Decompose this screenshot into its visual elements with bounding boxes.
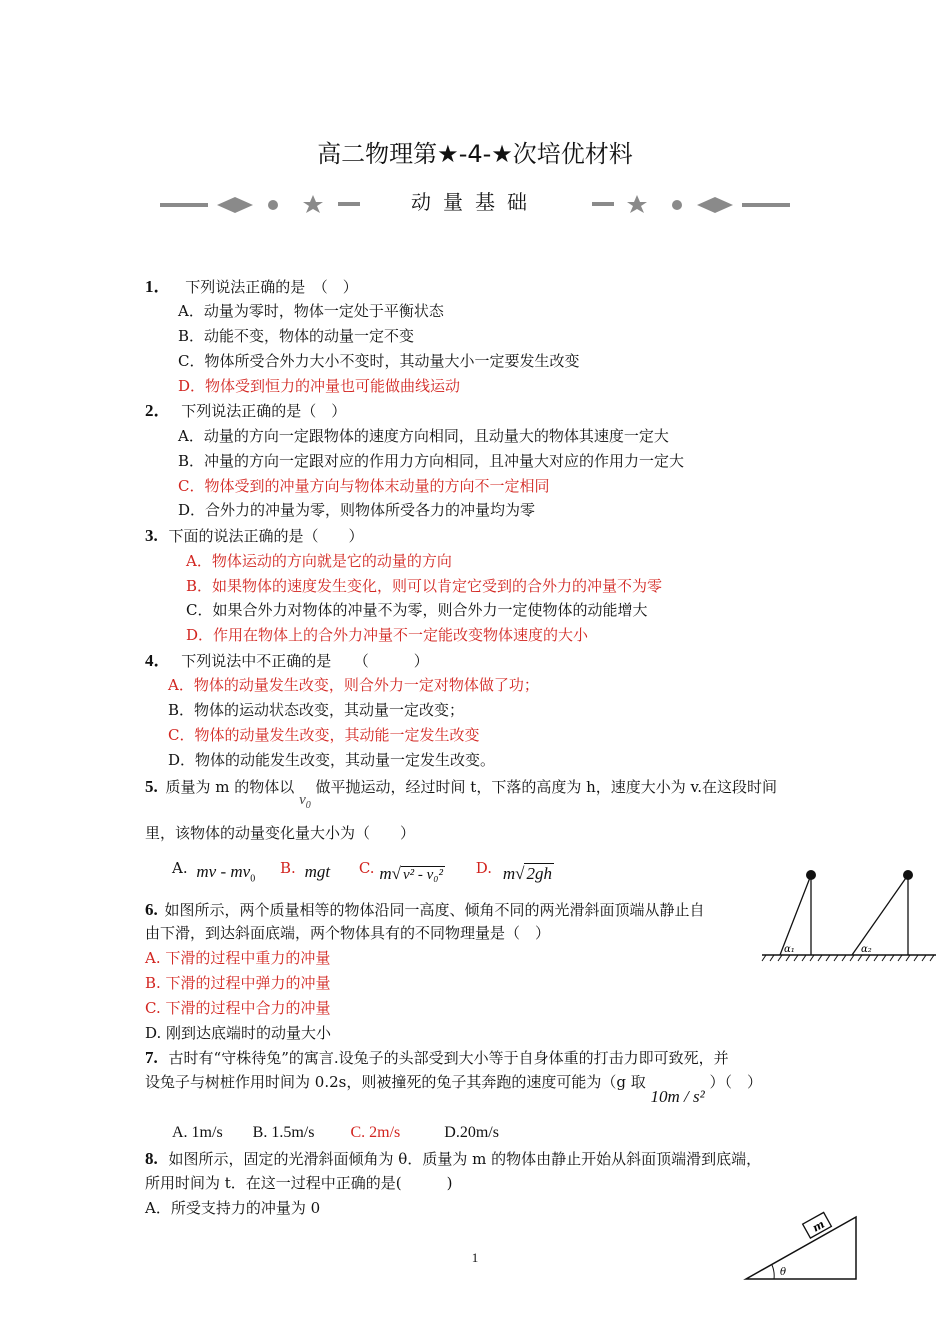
q5-options bbox=[172, 858, 554, 885]
question-number: 2． bbox=[145, 401, 171, 420]
q5-option-a-label: A. bbox=[172, 859, 188, 877]
ornament-bar-right bbox=[592, 202, 614, 206]
q7-option-c-answer: C. 2m/s bbox=[350, 1124, 401, 1141]
theta-label: θ bbox=[780, 1267, 787, 1278]
ornament-star-left bbox=[303, 195, 323, 213]
question-number: 8. bbox=[145, 1149, 158, 1168]
question-number: 5. bbox=[145, 777, 158, 796]
question-7-stem-line-2 bbox=[145, 1072, 762, 1106]
q5-option-c-m: m bbox=[379, 864, 392, 883]
q5-option-d-radicand: 2gh bbox=[526, 864, 552, 883]
incline-triangle bbox=[746, 1217, 856, 1279]
q5-option-c-math: m√ v² - v₀² bbox=[379, 864, 443, 883]
ground-hatch bbox=[762, 955, 934, 961]
question-text: 质量为 m 的物体以 bbox=[165, 778, 295, 796]
q6-option-a-answer: A. 下滑的过程中重力的冲量 bbox=[145, 949, 331, 967]
q1-option-b: B．动能不变，物体的动量一定不变 bbox=[178, 327, 415, 345]
q2-option-a: A．动量的方向一定跟物体的速度方向相同，且动量大的物体其速度一定大 bbox=[178, 427, 669, 445]
question-text: 如图所示，固定的光滑斜面倾角为 θ．质量为 m 的物体由静止开始从斜面顶端滑到底端， bbox=[168, 1150, 762, 1168]
q5-option-d-label: D. bbox=[475, 859, 493, 877]
q6-inclines-figure bbox=[760, 862, 940, 970]
question-3-stem bbox=[145, 526, 364, 546]
question-number: 3. bbox=[145, 526, 158, 545]
q7-option-a: A. 1m/s bbox=[172, 1124, 223, 1141]
q4-option-b: B．物体的运动状态改变，其动量一定改变； bbox=[168, 701, 465, 719]
v0-base: v bbox=[299, 792, 306, 808]
q2-option-d: D．合外力的冲量为零，则物体所受各力的冲量均为零 bbox=[178, 501, 536, 519]
ornament-star-right bbox=[627, 195, 647, 213]
q8-option-a: A．所受支持力的冲量为 0 bbox=[145, 1199, 321, 1217]
q7-option-d: D.20m/s bbox=[444, 1124, 499, 1141]
q7-options bbox=[172, 1123, 499, 1143]
q3-option-d-answer: D．作用在物体上的合外力冲量不一定能改变物体速度的大小 bbox=[186, 626, 589, 644]
page-title: 高二物理第★-4-★次培优材料 bbox=[317, 140, 633, 168]
incline-2-slope bbox=[852, 875, 908, 955]
page-number: 1 bbox=[471, 1250, 479, 1265]
ornament-dash-left bbox=[160, 203, 208, 207]
question-5-stem-line-1 bbox=[145, 777, 777, 811]
q5-option-d-m: m bbox=[502, 864, 516, 883]
q2-option-b: B．冲量的方向一定跟对应的作用力方向相同，且冲量大对应的作用力一定大 bbox=[178, 452, 685, 470]
incline-2-ball bbox=[903, 870, 913, 880]
question-6-stem-line-1 bbox=[145, 900, 705, 920]
question-text-cont: 做平抛运动，经过时间 t，下落的高度为 h，速度大小为 v.在这段时间 bbox=[315, 778, 777, 796]
question-number: 7. bbox=[145, 1048, 158, 1067]
q3-option-b-answer: B．如果物体的速度发生变化，则可以肯定它受到的合外力的冲量不为零 bbox=[186, 577, 663, 595]
q1-option-c: C．物体所受合外力大小不变时，其动量大小一定要发生改变 bbox=[178, 352, 580, 370]
question-7-stem-line-1 bbox=[145, 1048, 729, 1068]
ornament-bar-left bbox=[338, 202, 360, 206]
ornament-dash-right bbox=[742, 203, 790, 207]
question-number: 4． bbox=[145, 651, 171, 670]
q8-incline-figure bbox=[740, 1205, 865, 1285]
q3-option-c: C．如果合外力对物体的冲量不为零，则合外力一定使物体的动能增大 bbox=[186, 601, 648, 619]
q5-option-a-sub: 0 bbox=[250, 873, 256, 885]
question-8-stem-line-2: 所用时间为 t．在这一过程中正确的是( ) bbox=[145, 1174, 453, 1192]
question-text: 古时有“守株待兔”的寓言.设兔子的头部受到大小等于自身体重的打击力即可致死，并 bbox=[168, 1049, 729, 1067]
question-text: 如图所示，两个质量相等的物体沿同一高度、倾角不同的两光滑斜面顶端从静止自 bbox=[164, 901, 705, 919]
page-subtitle: 动量基础 bbox=[411, 190, 539, 214]
question-text: 设兔子与树桩作用时间为 0.2s，则被撞死的兔子其奔跑的速度可能为（g 取 bbox=[145, 1073, 646, 1091]
q1-option-d-answer: D．物体受到恒力的冲量也可能做曲线运动 bbox=[178, 377, 461, 395]
v0-subscript: 0 bbox=[305, 800, 311, 811]
q4-option-c-answer: C．物体的动量发生改变，其动能一定发生改变 bbox=[168, 726, 480, 744]
question-2-stem bbox=[145, 401, 346, 421]
alpha-2-label: α₂ bbox=[861, 944, 872, 955]
question-5-stem-line-2: 里，该物体的动量变化量大小为（ ） bbox=[145, 824, 416, 842]
alpha-1-label: α₁ bbox=[784, 944, 795, 955]
q5-option-c-radicand: v² - v₀² bbox=[402, 867, 443, 883]
q5-option-d-math: m√ 2gh bbox=[502, 864, 552, 883]
question-text-end: ）（ ） bbox=[709, 1073, 762, 1091]
ornament-diamond-left bbox=[217, 197, 253, 213]
question-8-stem-line-1 bbox=[145, 1149, 761, 1169]
incline-1-slope bbox=[780, 875, 811, 955]
block-label: m bbox=[810, 1217, 827, 1235]
ornament-dot-left bbox=[268, 200, 278, 210]
v0-symbol bbox=[299, 792, 311, 811]
q5-option-a-math bbox=[196, 862, 256, 885]
question-4-stem bbox=[145, 651, 429, 671]
q5-option-a-expr: mv - mv bbox=[196, 862, 251, 881]
theta-arc bbox=[772, 1265, 774, 1279]
q3-option-a-answer: A．物体运动的方向就是它的动量的方向 bbox=[186, 552, 452, 570]
q1-option-a: A．动量为零时，物体一定处于平衡状态 bbox=[178, 302, 444, 320]
q6-option-c-answer: C. 下滑的过程中合力的冲量 bbox=[145, 999, 331, 1017]
question-text: 下列说法正确的是（ ） bbox=[181, 402, 347, 420]
q2-option-c-answer: C．物体受到的冲量方向与物体末动量的方向不一定相同 bbox=[178, 477, 550, 495]
q5-option-b-label: B. bbox=[279, 859, 296, 877]
q6-option-b-answer: B. 下滑的过程中弹力的冲量 bbox=[145, 974, 331, 992]
q7-option-b: B. 1.5m/s bbox=[252, 1124, 315, 1141]
question-6-stem-line-2: 由下滑，到达斜面底端，两个物体具有的不同物理量是（ ） bbox=[145, 924, 551, 942]
question-text: 下列说法中不正确的是 （ ） bbox=[181, 652, 429, 670]
q4-option-d: D．物体的动能发生改变，其动量一定发生改变。 bbox=[168, 751, 496, 769]
question-text: 下面的说法正确的是（ ） bbox=[168, 527, 364, 545]
ornament-dot-right bbox=[672, 200, 682, 210]
block-group bbox=[803, 1212, 832, 1238]
question-text: 下列说法正确的是 （ ） bbox=[185, 278, 358, 296]
g-value: 10m / s² bbox=[650, 1087, 705, 1106]
question-1-stem bbox=[145, 277, 358, 297]
question-number: 1． bbox=[145, 277, 171, 296]
question-number: 6. bbox=[145, 900, 158, 919]
q4-option-a-answer: A．物体的动量发生改变，则合外力一定对物体做了功； bbox=[168, 676, 539, 694]
q5-option-b-math: mgt bbox=[304, 862, 331, 881]
q5-option-c-label: C. bbox=[358, 859, 375, 877]
ornament-diamond-right bbox=[697, 197, 733, 213]
incline-1-ball bbox=[806, 870, 816, 880]
q6-option-d: D. 刚到达底端时的动量大小 bbox=[145, 1024, 332, 1042]
